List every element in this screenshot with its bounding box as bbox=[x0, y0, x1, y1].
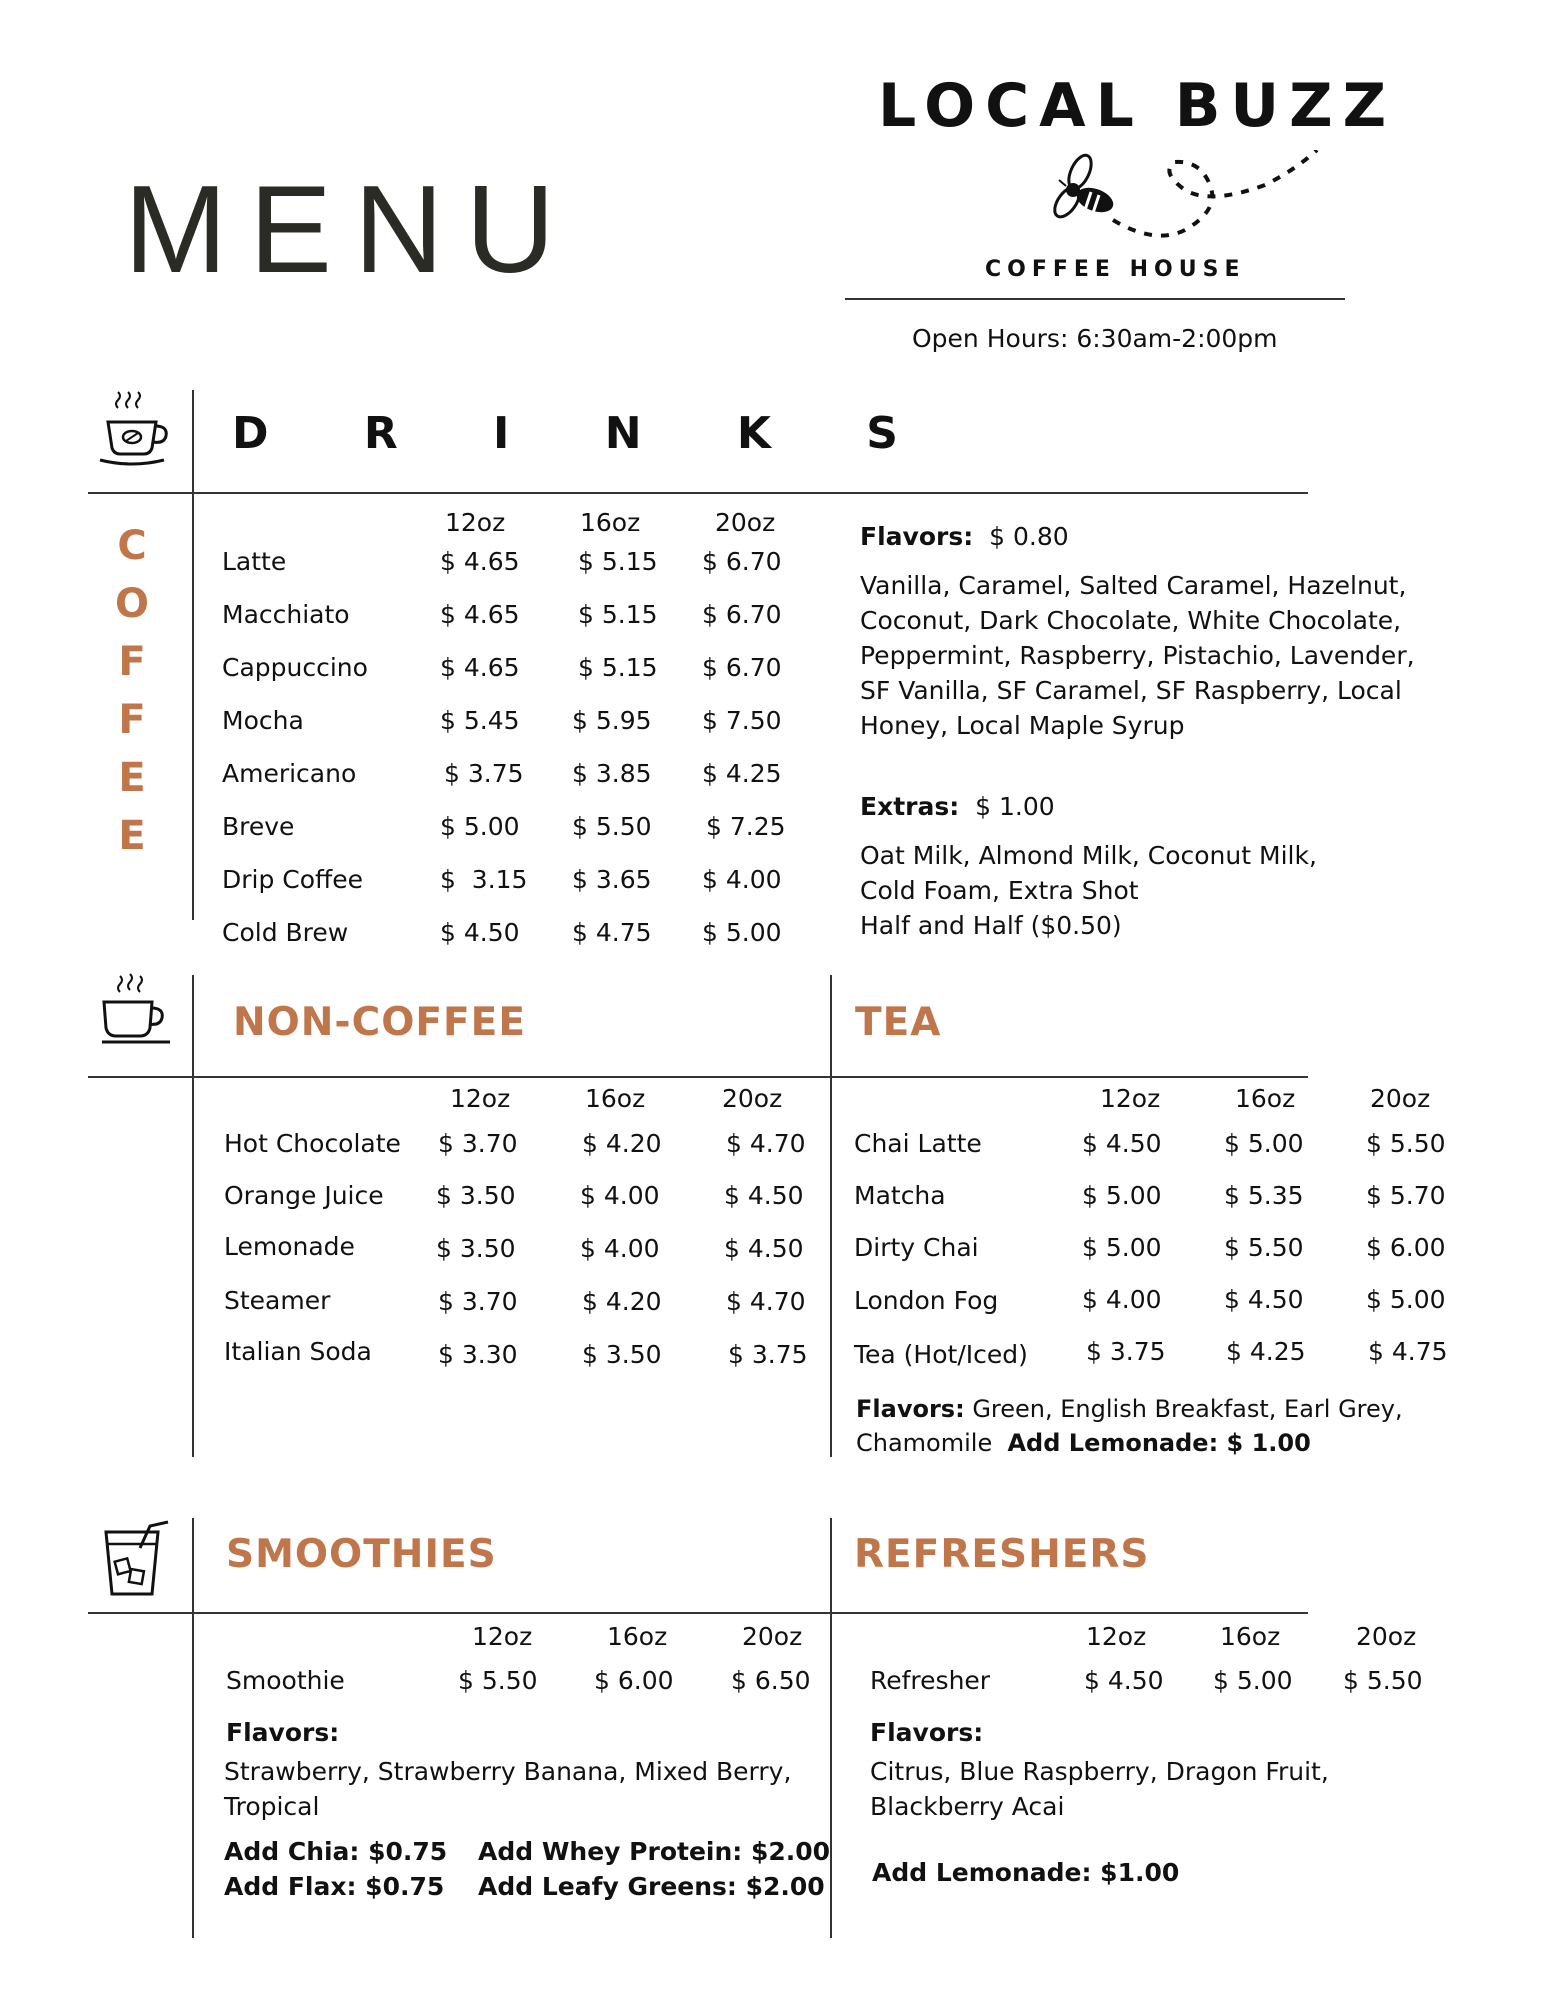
addon-item: Add Leafy Greens: $2.00 bbox=[478, 1872, 825, 1901]
item-name: Lemonade bbox=[224, 1232, 355, 1261]
item-name: Smoothie bbox=[226, 1666, 345, 1695]
coffee-label-letter: E bbox=[118, 755, 146, 801]
size-header: 20oz bbox=[722, 1084, 783, 1113]
addon-item: Add Chia: $0.75 bbox=[224, 1837, 448, 1866]
item-price: $ 3.75 bbox=[444, 759, 524, 788]
extras-list bbox=[860, 838, 1317, 943]
flavors-line: Coconut, Dark Chocolate, White Chocolate, bbox=[860, 606, 1402, 635]
noncoffee-divider-horizontal bbox=[88, 1076, 1308, 1078]
drinks-divider-horizontal bbox=[88, 492, 1308, 494]
item-name: Breve bbox=[222, 812, 295, 841]
refreshers-flavors-label: Flavors: bbox=[870, 1718, 984, 1747]
item-name: Chai Latte bbox=[854, 1129, 982, 1158]
item-price: $ 5.00 bbox=[1366, 1285, 1446, 1314]
noncoffee-divider-vertical bbox=[192, 975, 194, 1457]
item-price: $ 4.00 bbox=[580, 1234, 660, 1263]
item-price: $ 5.45 bbox=[440, 706, 520, 735]
brand-subtitle: COFFEE HOUSE bbox=[985, 257, 1246, 282]
smoothies-divider-vertical bbox=[192, 1518, 194, 1938]
item-price: $ 6.50 bbox=[731, 1666, 811, 1695]
refreshers-flavors-line: Blackberry Acai bbox=[870, 1792, 1065, 1821]
flavors-block-title bbox=[860, 524, 1069, 549]
item-price: $ 5.00 bbox=[1224, 1129, 1304, 1158]
size-header: 12oz bbox=[450, 1084, 511, 1113]
item-price: $ 4.70 bbox=[726, 1287, 806, 1316]
item-price: $ 5.50 bbox=[1224, 1233, 1304, 1262]
flavors-line: Peppermint, Raspberry, Pistachio, Lavender, bbox=[860, 641, 1415, 670]
item-price: $ 5.00 bbox=[1213, 1666, 1293, 1695]
item-price: $ 6.70 bbox=[702, 547, 782, 576]
item-name: Steamer bbox=[224, 1286, 331, 1315]
item-name: Matcha bbox=[854, 1181, 946, 1210]
item-price: $ 4.20 bbox=[582, 1129, 662, 1158]
flavors-line: Honey, Local Maple Syrup bbox=[860, 711, 1185, 740]
size-header: 20oz bbox=[1370, 1084, 1431, 1113]
item-price: $ 4.50 bbox=[1224, 1285, 1304, 1314]
item-price: $ 3.50 bbox=[582, 1340, 662, 1369]
flavors-price: $ 0.80 bbox=[989, 522, 1069, 551]
coffee-label-letter: F bbox=[118, 697, 146, 743]
open-hours: Open Hours: 6:30am-2:00pm bbox=[912, 324, 1278, 353]
refreshers-flavors-line: Citrus, Blue Raspberry, Dragon Fruit, bbox=[870, 1757, 1329, 1786]
item-price: $ 7.25 bbox=[706, 812, 786, 841]
item-price: $ 4.75 bbox=[572, 918, 652, 947]
drinks-heading: D R I N K S bbox=[232, 408, 938, 459]
tea-add-lemonade: Add Lemonade: $ 1.00 bbox=[1007, 1429, 1311, 1457]
item-price: $ 5.35 bbox=[1224, 1181, 1304, 1210]
extras-label: Extras: bbox=[860, 792, 960, 821]
item-price: $ 4.50 bbox=[724, 1181, 804, 1210]
smoothies-flavors-label: Flavors: bbox=[226, 1718, 340, 1747]
item-price: $ 4.65 bbox=[440, 600, 520, 629]
item-name: Italian Soda bbox=[224, 1337, 372, 1366]
item-price: $ 3.85 bbox=[572, 759, 652, 788]
item-name: Hot Chocolate bbox=[224, 1129, 401, 1158]
smoothies-divider-horizontal bbox=[88, 1612, 1308, 1614]
flavors-label: Flavors: bbox=[860, 522, 974, 551]
iced-drink-icon bbox=[100, 1518, 172, 1598]
item-price: $ 3.70 bbox=[438, 1129, 518, 1158]
item-price: $ 5.00 bbox=[1082, 1233, 1162, 1262]
smoothies-flavors-list bbox=[224, 1754, 791, 1824]
size-header: 16oz bbox=[1235, 1084, 1296, 1113]
size-header: 16oz bbox=[580, 508, 641, 537]
item-price: $ 6.70 bbox=[702, 600, 782, 629]
item-price: $ 4.65 bbox=[440, 547, 520, 576]
item-price: $ 5.70 bbox=[1366, 1181, 1446, 1210]
item-name: Drip Coffee bbox=[222, 865, 364, 894]
coffee-label-letter: F bbox=[118, 639, 146, 685]
bee-icon bbox=[1035, 150, 1335, 250]
item-price: $ 3.75 bbox=[1086, 1337, 1166, 1366]
item-price: $ 3.50 bbox=[436, 1181, 516, 1210]
header-divider bbox=[845, 298, 1345, 300]
refreshers-add-lemonade: Add Lemonade: $1.00 bbox=[872, 1858, 1180, 1887]
tea-heading: TEA bbox=[855, 1000, 942, 1045]
extras-line: Half and Half ($0.50) bbox=[860, 911, 1122, 940]
flavors-line: Vanilla, Caramel, Salted Caramel, Hazelnut, bbox=[860, 571, 1407, 600]
item-price: $ 4.00 bbox=[1082, 1285, 1162, 1314]
item-name: Orange Juice bbox=[224, 1181, 384, 1210]
item-price: $ 3.70 bbox=[438, 1287, 518, 1316]
item-price: $ 5.50 bbox=[572, 812, 652, 841]
smoothies-addons-left bbox=[224, 1834, 447, 1904]
item-name: Refresher bbox=[870, 1666, 991, 1695]
size-header: 16oz bbox=[607, 1622, 668, 1651]
smoothies-heading: SMOOTHIES bbox=[226, 1532, 497, 1577]
tea-flavors bbox=[856, 1392, 1403, 1460]
item-price: $ 4.65 bbox=[440, 653, 520, 682]
item-price: $ 5.15 bbox=[578, 600, 658, 629]
size-header: 20oz bbox=[742, 1622, 803, 1651]
extras-line: Cold Foam, Extra Shot bbox=[860, 876, 1139, 905]
item-name: Dirty Chai bbox=[854, 1233, 979, 1262]
tea-flavors-line: Green, English Breakfast, Earl Grey, bbox=[972, 1395, 1403, 1423]
item-price: $ 5.50 bbox=[1366, 1129, 1446, 1158]
item-price: $ 5.15 bbox=[578, 653, 658, 682]
extras-line: Oat Milk, Almond Milk, Coconut Milk, bbox=[860, 841, 1317, 870]
item-price: $ 4.50 bbox=[1082, 1129, 1162, 1158]
tea-flavors-label: Flavors: bbox=[856, 1395, 965, 1423]
hot-cup-icon bbox=[98, 972, 174, 1048]
flavors-list bbox=[860, 568, 1415, 743]
item-price: $ 5.15 bbox=[578, 547, 658, 576]
refreshers-divider-vertical bbox=[830, 1518, 832, 1938]
size-header: 12oz bbox=[445, 508, 506, 537]
item-price: $ 3.15 bbox=[440, 865, 528, 894]
coffee-label-letter: E bbox=[118, 813, 146, 859]
item-price: $ 5.50 bbox=[1343, 1666, 1423, 1695]
item-price: $ 5.00 bbox=[702, 918, 782, 947]
item-price: $ 4.50 bbox=[724, 1234, 804, 1263]
size-header: 20oz bbox=[1356, 1622, 1417, 1651]
item-price: $ 6.00 bbox=[1366, 1233, 1446, 1262]
item-name: Cappuccino bbox=[222, 653, 368, 682]
smoothies-flavors-line: Tropical bbox=[224, 1792, 320, 1821]
item-price: $ 4.25 bbox=[702, 759, 782, 788]
coffee-label-letter: C bbox=[117, 523, 147, 569]
item-name: Mocha bbox=[222, 706, 304, 735]
refreshers-flavors-list bbox=[870, 1754, 1329, 1824]
menu-title: MENU bbox=[124, 161, 578, 299]
item-price: $ 5.95 bbox=[572, 706, 652, 735]
coffee-label-letter: O bbox=[114, 581, 149, 627]
tea-divider-vertical bbox=[830, 975, 832, 1457]
size-header: 12oz bbox=[1100, 1084, 1161, 1113]
drinks-divider-vertical bbox=[192, 390, 194, 920]
item-name: London Fog bbox=[854, 1286, 999, 1315]
size-header: 16oz bbox=[1220, 1622, 1281, 1651]
addon-item: Add Flax: $0.75 bbox=[224, 1872, 445, 1901]
extras-price: $ 1.00 bbox=[975, 792, 1055, 821]
item-price: $ 5.00 bbox=[1082, 1181, 1162, 1210]
item-price: $ 6.70 bbox=[702, 653, 782, 682]
coffee-cup-icon bbox=[96, 388, 172, 468]
item-price: $ 4.70 bbox=[726, 1129, 806, 1158]
item-price: $ 4.20 bbox=[582, 1287, 662, 1316]
flavors-line: SF Vanilla, SF Caramel, SF Raspberry, Local bbox=[860, 676, 1402, 705]
size-header: 12oz bbox=[472, 1622, 533, 1651]
extras-block-title bbox=[860, 794, 1055, 819]
item-price: $ 4.00 bbox=[702, 865, 782, 894]
item-price: $ 4.75 bbox=[1368, 1337, 1448, 1366]
item-price: $ 4.00 bbox=[580, 1181, 660, 1210]
noncoffee-heading: NON-COFFEE bbox=[233, 1000, 526, 1045]
tea-flavors-line: Chamomile bbox=[856, 1429, 993, 1457]
item-price: $ 4.50 bbox=[440, 918, 520, 947]
size-header: 20oz bbox=[715, 508, 776, 537]
size-header: 12oz bbox=[1086, 1622, 1147, 1651]
item-name: Americano bbox=[222, 759, 357, 788]
item-price: $ 7.50 bbox=[702, 706, 782, 735]
item-name: Macchiato bbox=[222, 600, 350, 629]
item-name: Tea (Hot/Iced) bbox=[854, 1340, 1028, 1369]
item-price: $ 4.25 bbox=[1226, 1337, 1306, 1366]
item-price: $ 5.50 bbox=[458, 1666, 538, 1695]
item-price: $ 3.30 bbox=[438, 1340, 518, 1369]
smoothies-flavors-line: Strawberry, Strawberry Banana, Mixed Berry, bbox=[224, 1757, 792, 1786]
addon-item: Add Whey Protein: $2.00 bbox=[478, 1837, 831, 1866]
item-price: $ 6.00 bbox=[594, 1666, 674, 1695]
item-price: $ 4.50 bbox=[1084, 1666, 1164, 1695]
item-price: $ 3.65 bbox=[572, 865, 652, 894]
item-price: $ 3.50 bbox=[436, 1234, 516, 1263]
item-price: $ 3.75 bbox=[728, 1340, 808, 1369]
item-name: Latte bbox=[222, 547, 287, 576]
item-price: $ 5.00 bbox=[440, 812, 520, 841]
item-name: Cold Brew bbox=[222, 918, 349, 947]
refreshers-heading: REFRESHERS bbox=[854, 1532, 1150, 1577]
smoothies-addons-right bbox=[478, 1834, 830, 1904]
brand-name: LOCAL BUZZ bbox=[878, 71, 1397, 141]
size-header: 16oz bbox=[585, 1084, 646, 1113]
